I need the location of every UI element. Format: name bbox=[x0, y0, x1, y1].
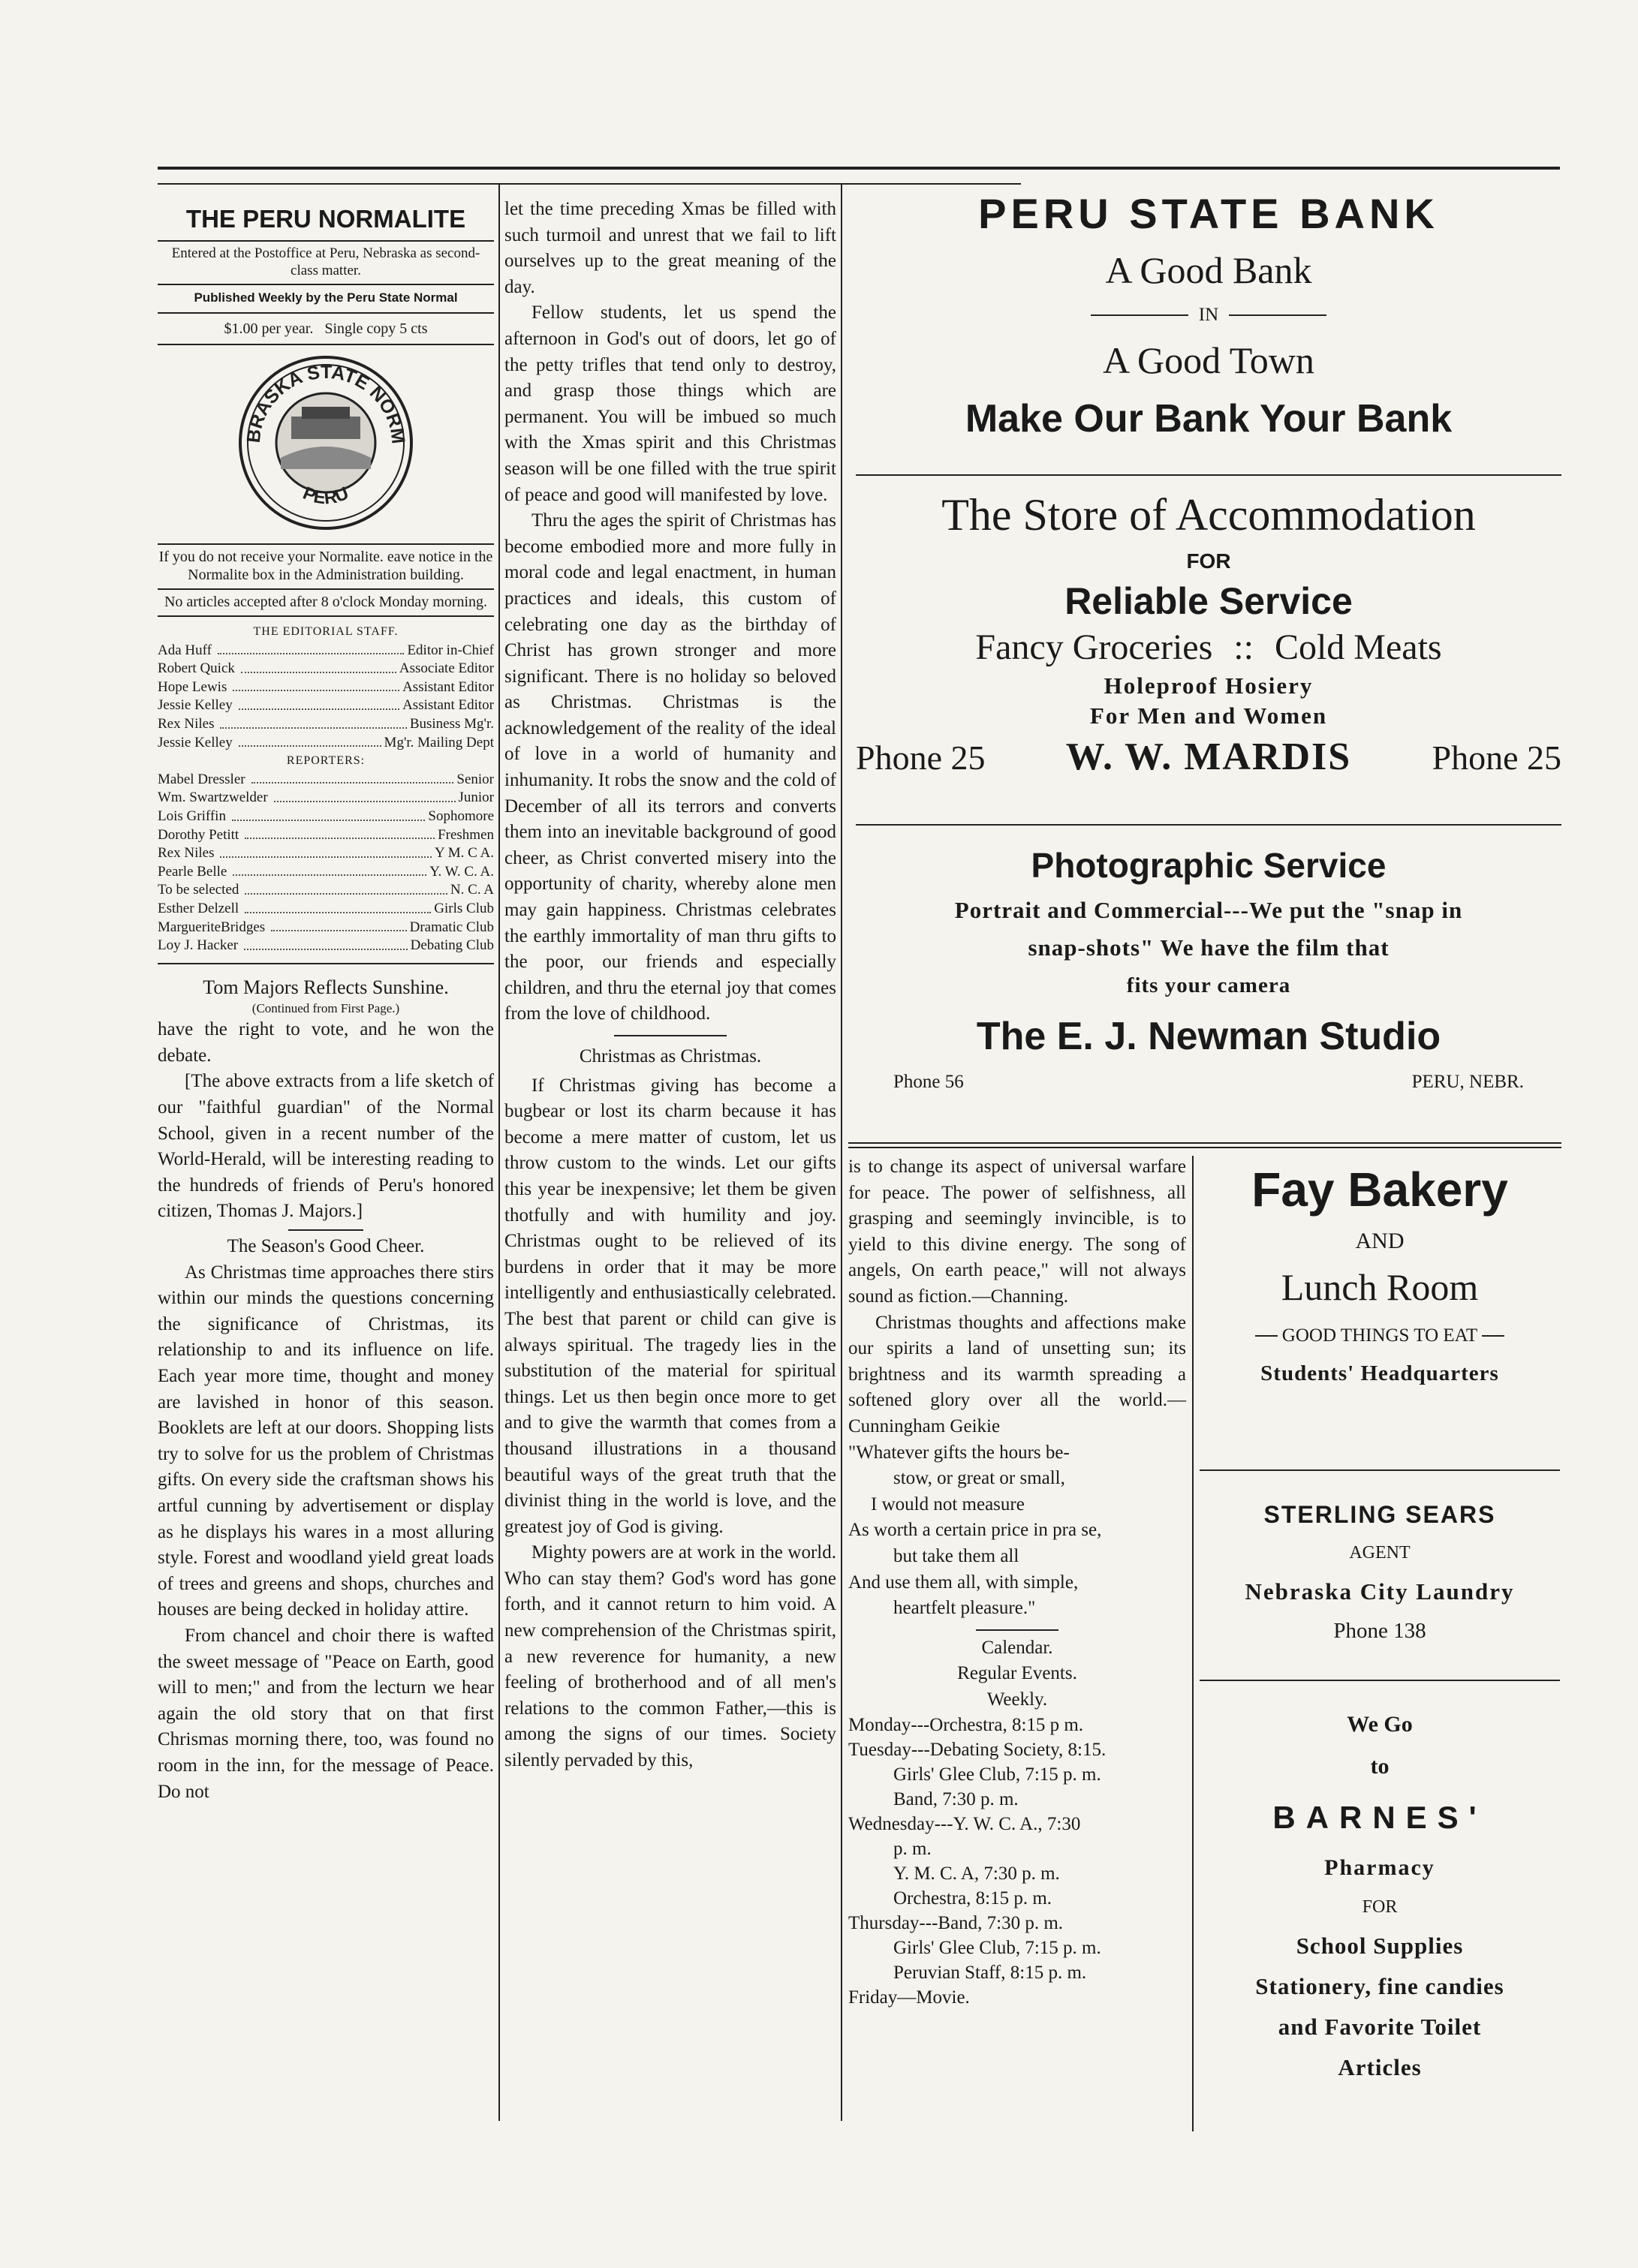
staff-name: MargueriteBridges bbox=[158, 919, 266, 935]
seasons-cheer-p2: From chancel and choir there is wafted the sweet message of "Peace on Earth, good will to men;" and from the lecturn we hear again the old story that on that first Chrismas morning there, too, was found no room in the inn, for the message of Peace. Do not bbox=[158, 1625, 494, 1802]
column-2 bbox=[504, 197, 836, 1774]
mardis-store-ad bbox=[856, 485, 1561, 784]
calendar-entry: Band, 7:30 p. m. bbox=[893, 1789, 1019, 1810]
laundry-company: Nebraska City Laundry bbox=[1245, 1578, 1515, 1605]
bank-line2: A Good Town bbox=[1103, 339, 1314, 381]
leader-dots bbox=[233, 863, 426, 877]
bakery-and: AND bbox=[1355, 1229, 1405, 1253]
leader-dots bbox=[245, 881, 447, 895]
calendar-entry: Friday—Movie. bbox=[848, 1987, 970, 2008]
tom-majors-p2: [The above extracts from a life sketch of our "faithful guardian" of the Normal School, given in a recent number of the World-Herald, will be interesting reading to the hundreds of friends of Peru's honored citizen, Thomas J. Majors.] bbox=[158, 1071, 494, 1222]
staff-row bbox=[158, 900, 494, 919]
tom-majors-title: Tom Majors Reflects Sunshine. bbox=[203, 976, 449, 998]
christmas-as-christmas-title: Christmas as Christmas. bbox=[579, 1046, 762, 1066]
staff-role: Senior bbox=[456, 771, 494, 787]
staff-name: Rex Niles bbox=[158, 715, 215, 732]
store-meats: Cold Meats bbox=[1274, 627, 1442, 667]
masthead-notice-2: No articles accepted after 8 o'clock Monday morning. bbox=[164, 594, 488, 610]
normal-school-seal bbox=[158, 345, 494, 540]
barnes-name: BARNES' bbox=[1272, 1800, 1487, 1835]
staff-name: Robert Quick bbox=[158, 660, 235, 677]
reporters-list bbox=[158, 771, 494, 955]
ad-divider bbox=[1200, 1680, 1560, 1681]
staff-name: Dorothy Petitt bbox=[158, 826, 239, 843]
staff-name: To be selected bbox=[158, 882, 239, 898]
staff-role: Y. W. C. A. bbox=[429, 863, 494, 880]
seasons-cheer-title: The Season's Good Cheer. bbox=[227, 1236, 425, 1257]
staff-row bbox=[158, 881, 494, 900]
column-divider bbox=[498, 185, 500, 2121]
tom-majors-continued: (Continued from First Page.) bbox=[251, 1001, 400, 1016]
photo-line1: Portrait and Commercial---We put the "snap in bbox=[954, 897, 1463, 923]
staff-role: N. C. A bbox=[450, 882, 494, 898]
staff-role: Assistant Editor bbox=[402, 697, 494, 714]
leader-dots bbox=[245, 826, 435, 840]
store-phone-row bbox=[856, 731, 1561, 784]
staff-role: Dramatic Club bbox=[409, 919, 494, 935]
photo-line2: snap-shots" We have the film that bbox=[1028, 934, 1390, 961]
store-goods bbox=[856, 624, 1561, 671]
seal-top-text: BRASKA STATE NORM bbox=[242, 361, 409, 445]
staff-role: Editor in-Chief bbox=[407, 642, 494, 658]
newman-studio-ad bbox=[856, 839, 1561, 1096]
col2-p1: let the time preceding Xmas be filled with such turmoil and unrest that we fail to lift ourselves up to the great meaning of the day. bbox=[504, 199, 836, 297]
barnes-go-2: to bbox=[1370, 1754, 1390, 1779]
masthead-notice-1: If you do not receive your Normalite. eave notice in the Normalite box in the Administration building. bbox=[158, 549, 493, 583]
photo-title: Photographic Service bbox=[1031, 846, 1387, 885]
photo-place: PERU, NEBR. bbox=[1411, 1072, 1524, 1092]
staff-name: Esther Delzell bbox=[158, 900, 239, 916]
barnes-pharmacy: Pharmacy bbox=[1324, 1855, 1435, 1880]
staff-name: Rex Niles bbox=[158, 845, 215, 862]
barnes-line-1: School Supplies bbox=[1296, 1933, 1464, 1959]
leader-dots bbox=[239, 734, 381, 747]
calendar-entry: Peruvian Staff, 8:15 p. m. bbox=[893, 1963, 1087, 1984]
col2-p5: Mighty powers are at work in the world. Who can stay them? God's word has gone forth, and it cannot return to him void. A new comprehension of the Christmas spirit, a new reverence for humanity, a new feeling of brotherhood and of all men's relations to the common Father,—this is among the signs of our times. Society silently pervaded by this, bbox=[504, 1542, 836, 1771]
column-3 bbox=[848, 1154, 1186, 2010]
leader-dots bbox=[251, 771, 454, 784]
poem bbox=[848, 1440, 1186, 1622]
leader-dots bbox=[232, 808, 425, 821]
bank-name: PERU STATE BANK bbox=[978, 190, 1439, 237]
calendar-entry: Orchestra, 8:15 p. m. bbox=[893, 1888, 1052, 1909]
barnes-line-2: Stationery, fine candies bbox=[1255, 1973, 1504, 1999]
calendar-entry: Girls' Glee Club, 7:15 p. m. bbox=[893, 1764, 1101, 1785]
staff-row bbox=[158, 863, 494, 882]
col3-p1: is to change its aspect of universal warfare for peace. The power of selfishness, all grasping and seemingly invincible, is to yield to this divine energy. The song of angels, On earth peace," will not always sound as fiction.—Channing. bbox=[848, 1157, 1186, 1307]
bank-in bbox=[856, 300, 1561, 330]
barnes-line-4: Articles bbox=[1338, 2054, 1422, 2080]
calendar-entry: Thursday---Band, 7:30 p. m. bbox=[848, 1913, 1064, 1934]
calendar-entry: Monday---Orchestra, 8:15 p m. bbox=[848, 1715, 1084, 1736]
top-rule bbox=[158, 167, 1560, 170]
peru-state-bank-ad bbox=[856, 188, 1561, 447]
laundry-name: STERLING SEARS bbox=[1263, 1501, 1496, 1528]
store-hosiery-1: Holeproof Hosiery bbox=[1104, 672, 1314, 699]
store-for: FOR bbox=[1186, 549, 1231, 573]
staff-role: Girls Club bbox=[434, 900, 494, 916]
top-rule-thin bbox=[158, 183, 1021, 185]
staff-name: Pearle Belle bbox=[158, 863, 227, 880]
staff-row bbox=[158, 789, 494, 808]
poem-line: And use them all, with simple, bbox=[848, 1572, 1079, 1593]
barnes-pharmacy-ad bbox=[1200, 1704, 1560, 2088]
staff-name: Jessie Kelley bbox=[158, 697, 233, 714]
ad-divider-thin bbox=[848, 1147, 1561, 1148]
calendar-title: Calendar. bbox=[981, 1637, 1053, 1658]
staff-heading: THE EDITORIAL STAFF. bbox=[253, 625, 399, 638]
staff-role: Debating Club bbox=[410, 937, 494, 954]
leader-dots bbox=[218, 642, 405, 655]
photo-line3: fits your camera bbox=[1126, 973, 1291, 997]
masthead-published: Published Weekly by the Peru State Normal bbox=[194, 290, 458, 305]
poem-line: As worth a certain price in pra se, bbox=[848, 1520, 1102, 1541]
ad-divider bbox=[1200, 1469, 1560, 1471]
seal-graphic bbox=[158, 345, 494, 540]
store-title: The Store of Accommodation bbox=[941, 490, 1476, 540]
leader-dots bbox=[245, 900, 431, 913]
calendar-entry: p. m. bbox=[893, 1839, 932, 1860]
staff-role: Associate Editor bbox=[399, 660, 494, 677]
col2-p3: Thru the ages the spirit of Christmas has become embodied more and more fully in moral code and legal enactment, in human practices and ideals, this custom of celebrating one day as the birthday of Christ has grown stronger and more significant. There is no holiday so beloved as Christmas. Christmas is the acknowledgement of the reality of the ideal of love in a world of humanity and inhumanity. It robs the snow and the cold of December of all its terrors and converts them into an inevitable background of good cheer, as Christ converted misery into the opportunity of charity, whereby alone men may gain happiness. Christmas celebrates the earthly immortality of man thru gifts to the poor, our friends and especially children, and thru the eternal joy that comes from the love of childhood. bbox=[504, 510, 836, 1024]
editors-list bbox=[158, 642, 494, 753]
leader-dots bbox=[241, 660, 396, 673]
staff-name: Wm. Swartzwelder bbox=[158, 790, 268, 806]
laundry-agent: AGENT bbox=[1349, 1543, 1411, 1563]
seal-bottom-text: PERU bbox=[300, 483, 352, 509]
leader-dots bbox=[220, 715, 406, 729]
col2-p4: If Christmas giving has become a bugbear or lost its charm because it has become a mere matter of custom, let us throw custom to the winds. Let our gifts this year be inexpensive; let them be given thotfully and with humility and joy. Christmas ought to be relieved of its burdens in order that it may be more intelligently and enthusiastically celebrated. The best that parent or child can give is always spiritual. The tragedy lies in the substitution of the material for spiritual things. Let us then begin once more to get and to give the warmth that comes from a thousand illustrations in a thousand beautiful ways of the great truth that the divinist thing in the world is love, and the greatest joy of God is giving. bbox=[504, 1075, 836, 1537]
leader-dots bbox=[271, 919, 406, 932]
barnes-go-1: We Go bbox=[1347, 1712, 1413, 1737]
leader-dots bbox=[244, 937, 408, 950]
staff-name: Loy J. Hacker bbox=[158, 937, 239, 954]
staff-role: Y M. C A. bbox=[434, 845, 494, 862]
staff-role: Sophomore bbox=[428, 808, 494, 824]
store-service: Reliable Service bbox=[1064, 580, 1353, 622]
store-owner: W. W. MARDIS bbox=[1065, 735, 1352, 778]
bakery-name: Fay Bakery bbox=[1251, 1163, 1508, 1217]
calendar-entry: Girls' Glee Club, 7:15 p. m. bbox=[893, 1938, 1101, 1959]
staff-row bbox=[158, 844, 494, 863]
staff-role: Business Mg'r. bbox=[409, 715, 494, 732]
editorial-staff bbox=[158, 623, 494, 955]
store-phone-right: Phone 25 bbox=[1432, 738, 1561, 777]
poem-line: "Whatever gifts the hours be- bbox=[848, 1442, 1070, 1463]
masthead-price: $1.00 per year. Single copy 5 cts bbox=[224, 320, 428, 337]
staff-row bbox=[158, 937, 494, 955]
calendar-sub-2: Weekly. bbox=[986, 1689, 1048, 1710]
poem-line: stow, or great or small, bbox=[893, 1468, 1065, 1489]
laundry-ad bbox=[1200, 1493, 1560, 1648]
poem-line: but take them all bbox=[893, 1545, 1019, 1566]
col3-p2: Christmas thoughts and affections make our spirits a land of unsetting sun; its brightness and its warmth spreading a softened glory over all the world.—Cunningham Geikie bbox=[848, 1312, 1186, 1436]
calendar-list bbox=[848, 1713, 1186, 2010]
staff-row bbox=[158, 715, 494, 734]
calendar-entry: Wednesday---Y. W. C. A., 7:30 bbox=[848, 1814, 1081, 1835]
ad-divider bbox=[848, 1142, 1561, 1144]
staff-row bbox=[158, 771, 494, 790]
ad-divider bbox=[856, 474, 1561, 476]
column-divider bbox=[1192, 1156, 1194, 2131]
leader-dots bbox=[239, 696, 399, 710]
masthead-entered: Entered at the Postoffice at Peru, Nebraska as second-class matter. bbox=[171, 245, 480, 278]
column-1 bbox=[158, 188, 494, 1805]
poem-line: I would not measure bbox=[871, 1493, 1025, 1515]
poem-line: heartfelt pleasure." bbox=[893, 1598, 1036, 1619]
staff-role: Freshmen bbox=[438, 826, 494, 843]
leader-dots bbox=[274, 789, 456, 802]
reporters-heading: REPORTERS: bbox=[286, 754, 366, 768]
column-divider bbox=[841, 185, 842, 2121]
tom-majors-p1: have the right to vote, and he won the debate. bbox=[158, 1019, 494, 1066]
bakery-lunch: Lunch Room bbox=[1281, 1266, 1479, 1308]
photo-phone: Phone 56 bbox=[893, 1072, 964, 1092]
bank-line1: A Good Bank bbox=[1105, 249, 1312, 291]
staff-name: Mabel Dressler bbox=[158, 771, 245, 787]
calendar-sub-1: Regular Events. bbox=[957, 1663, 1077, 1684]
store-phone-left: Phone 25 bbox=[856, 738, 986, 777]
barnes-for: FOR bbox=[1362, 1897, 1398, 1917]
staff-row bbox=[158, 919, 494, 937]
staff-row bbox=[158, 660, 494, 678]
barnes-line-3: and Favorite Toilet bbox=[1278, 2014, 1482, 2040]
staff-role: Junior bbox=[458, 790, 494, 806]
bakery-good: GOOD THINGS TO EAT bbox=[1281, 1325, 1478, 1346]
staff-row bbox=[158, 734, 494, 753]
laundry-phone: Phone 138 bbox=[1333, 1619, 1426, 1643]
staff-row bbox=[158, 678, 494, 697]
staff-name: Ada Huff bbox=[158, 642, 212, 658]
leader-dots bbox=[220, 844, 432, 858]
photo-studio: The E. J. Newman Studio bbox=[976, 1015, 1441, 1058]
seasons-cheer-p1: As Christmas time approaches there stirs within our minds the questions concerning the significance of Christmas, its relationship to and its influence on life. Each year more time, thought and money are lavished in honor of this season. Booklets are left at our doors. Shopping lists try to solve for us the problem of Christmas gifts. On every side the craftsman shows his artful cunning by advertisement or display as he displays his wares in a most alluring style. Forest and woodland yield great loads of trees and greens and shops, churches and houses are being decked in holiday attire. bbox=[158, 1262, 494, 1620]
bank-in-label: IN bbox=[1198, 305, 1219, 325]
calendar-entry: Y. M. C. A, 7:30 p. m. bbox=[893, 1863, 1060, 1884]
store-groceries: Fancy Groceries bbox=[975, 627, 1213, 667]
col2-p2: Fellow students, let us spend the afternoon in God's out of doors, let go of the petty trifles that tend only to destroy, and grasp those things which are permanent. You will be imbued so much with the Xmas spirit and this Christmas season will be one filled with the true spirit of peace and good will manifested by love. bbox=[504, 302, 836, 505]
fay-bakery-ad bbox=[1200, 1156, 1560, 1390]
leader-dots bbox=[233, 678, 399, 692]
staff-name: Hope Lewis bbox=[158, 678, 227, 695]
store-sep: :: bbox=[1233, 627, 1254, 667]
staff-row bbox=[158, 642, 494, 660]
bank-slogan: Make Our Bank Your Bank bbox=[965, 397, 1453, 441]
ad-divider bbox=[856, 824, 1561, 826]
staff-role: Assistant Editor bbox=[402, 678, 494, 695]
photo-footer-row bbox=[856, 1069, 1561, 1096]
bakery-hq: Students' Headquarters bbox=[1260, 1361, 1499, 1385]
staff-name: Jessie Kelley bbox=[158, 734, 233, 750]
bakery-good-row bbox=[1200, 1315, 1560, 1357]
store-hosiery-2: For Men and Women bbox=[1089, 702, 1328, 729]
staff-row bbox=[158, 696, 494, 715]
staff-name: Lois Griffin bbox=[158, 808, 226, 824]
staff-row bbox=[158, 808, 494, 826]
staff-row bbox=[158, 826, 494, 845]
staff-role: Mg'r. Mailing Dept bbox=[384, 734, 494, 750]
masthead-title: THE PERU NORMALITE bbox=[185, 205, 466, 233]
calendar-entry: Tuesday---Debating Society, 8:15. bbox=[848, 1740, 1107, 1761]
